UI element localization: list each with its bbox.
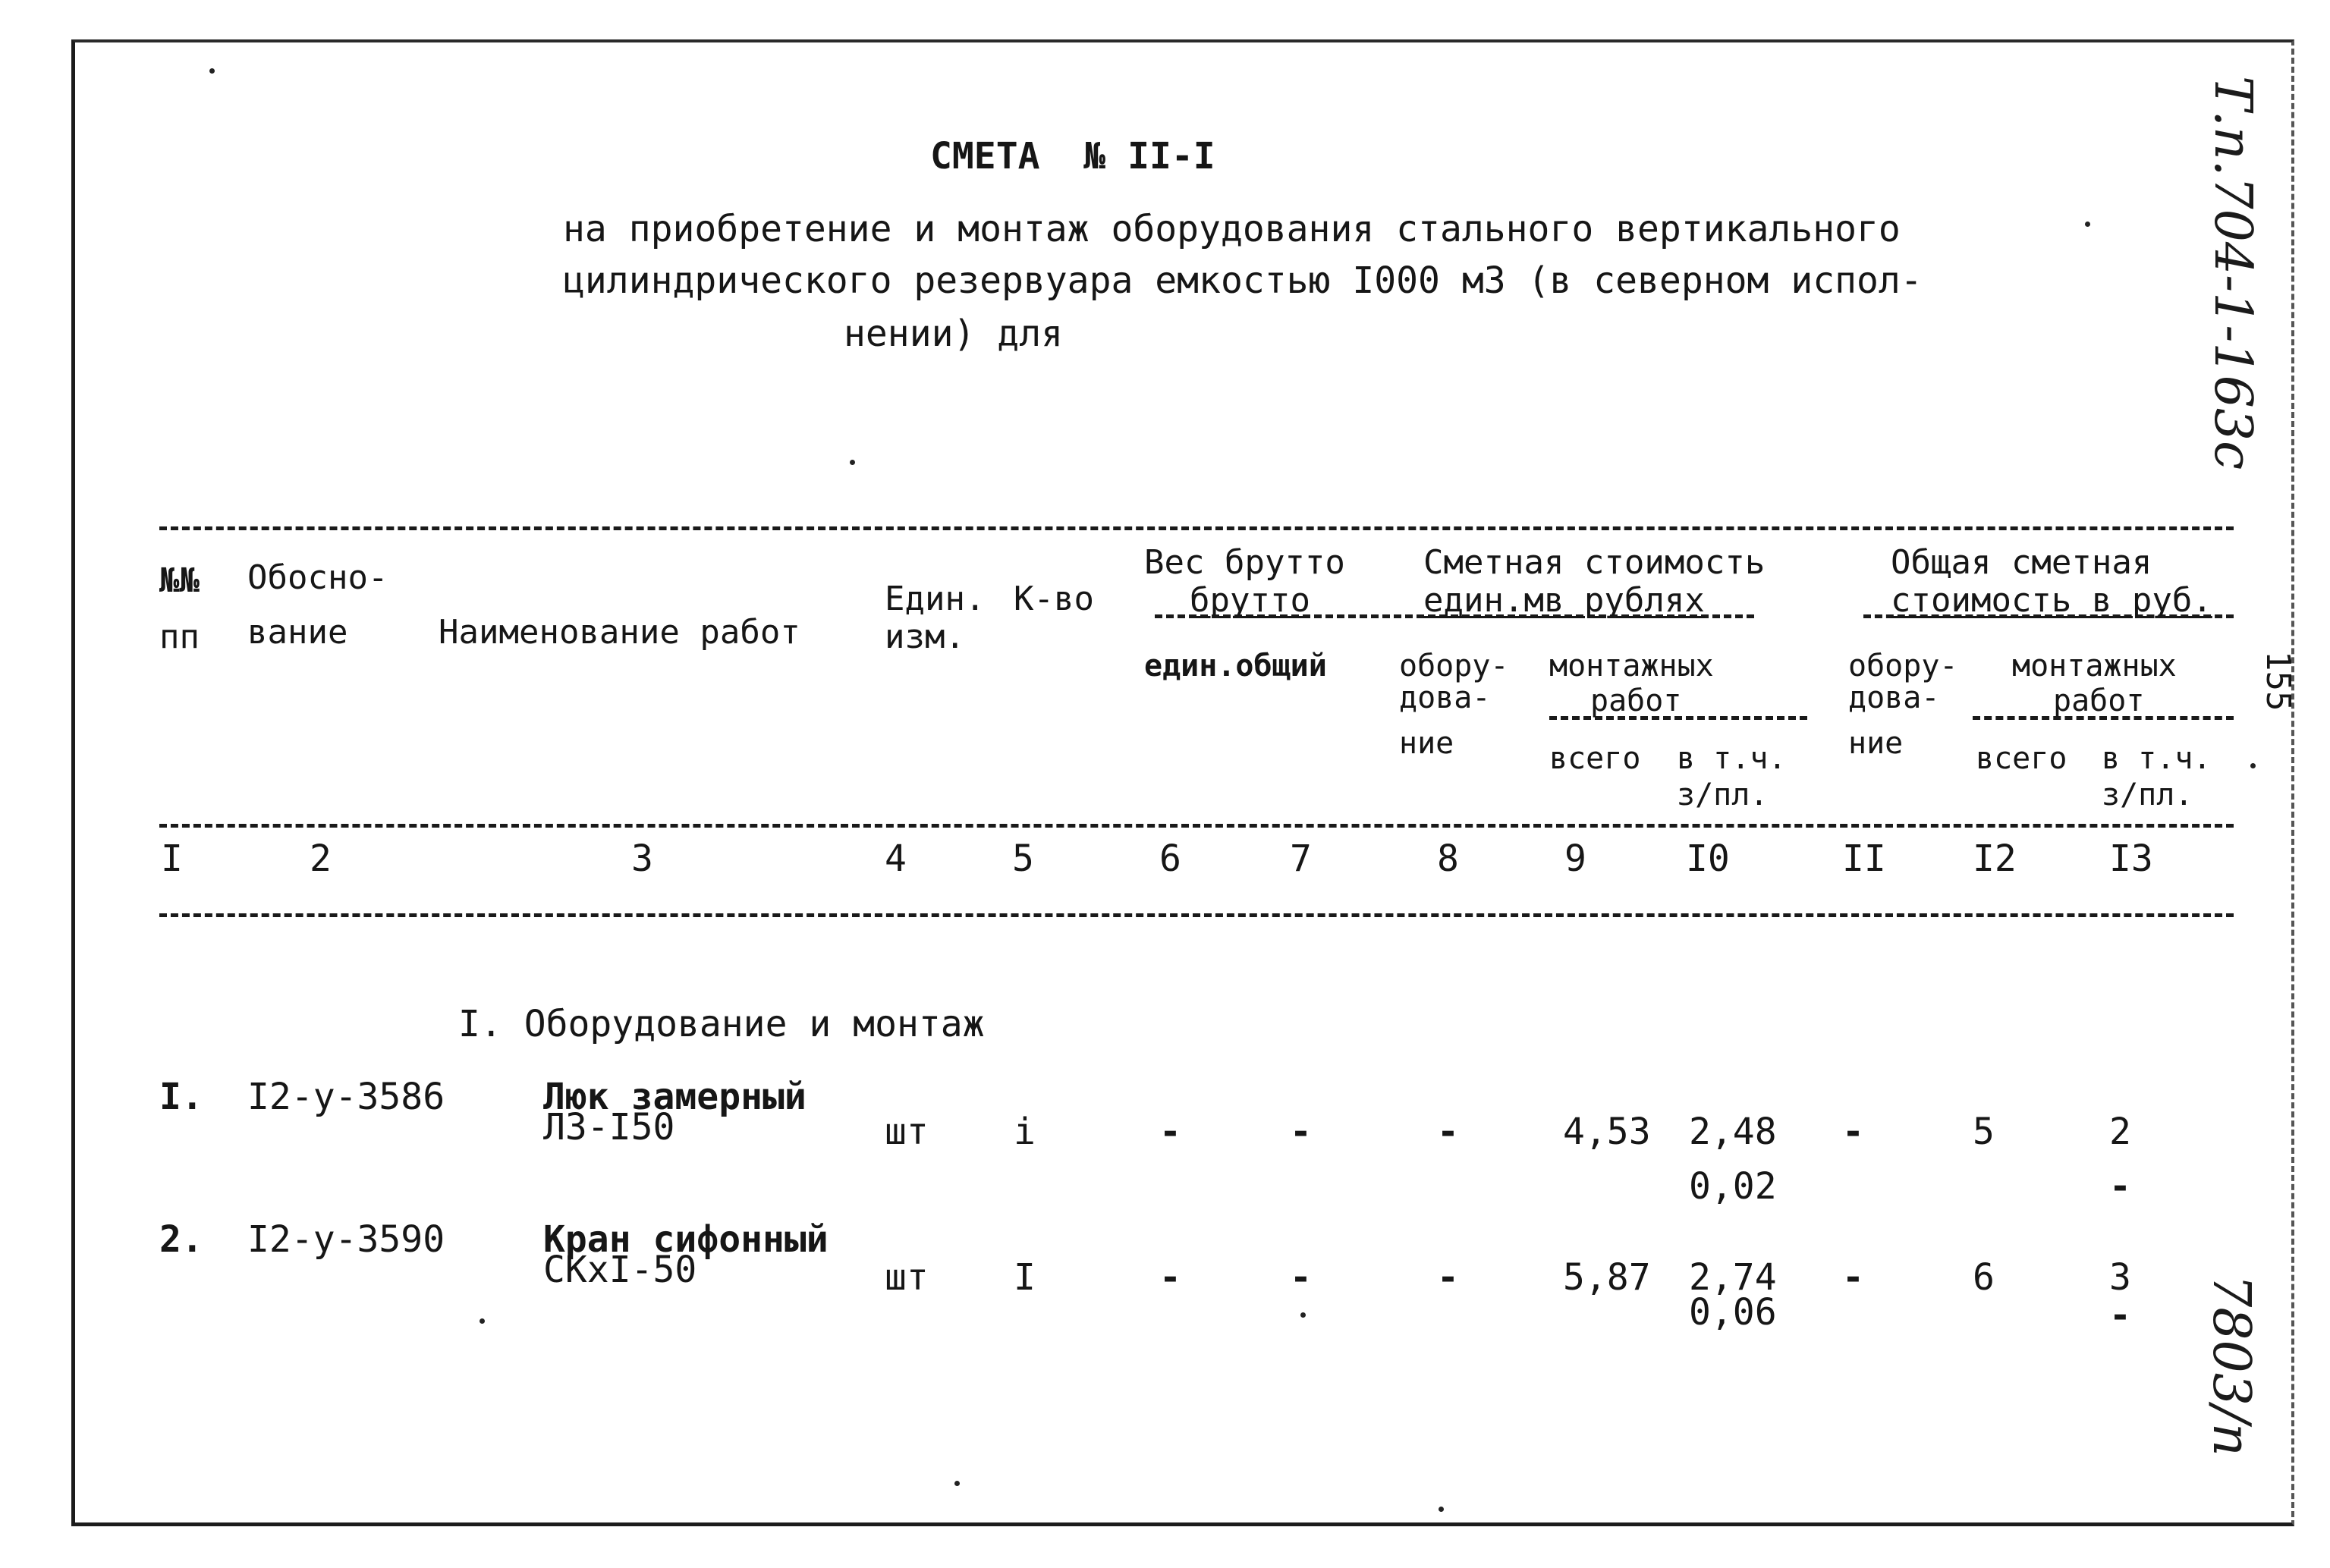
subtitle-line-2: цилиндрического резервуара емкостью I000 м3 (в северном испол- bbox=[563, 259, 1923, 302]
row-2-total-equipment: - bbox=[1842, 1256, 1864, 1299]
column-number-10: I0 bbox=[1686, 837, 1730, 880]
column-number-9: 9 bbox=[1564, 837, 1586, 880]
row-1-qty: i bbox=[1014, 1111, 1036, 1153]
column-number-3: 3 bbox=[631, 837, 653, 880]
scan-speck bbox=[954, 1481, 960, 1486]
row-2-weight-total: - bbox=[1290, 1256, 1312, 1299]
row-1-total-wage: 2 bbox=[2109, 1111, 2131, 1153]
header-unit-cost-1: Сметная стоимость bbox=[1423, 543, 1766, 582]
header-total-total: всего bbox=[1976, 741, 2067, 776]
header-basis-1: Обосно- bbox=[247, 558, 388, 597]
row-1-total-wage-extra: - bbox=[2109, 1165, 2131, 1208]
header-unit-2: изм. bbox=[885, 617, 965, 656]
page-number: 155 bbox=[2259, 651, 2297, 712]
subtitle-line-1: на приобретение и монтаж оборудования стального вертикального bbox=[563, 208, 1901, 250]
row-2-equipment: - bbox=[1437, 1256, 1459, 1299]
header-weight-sub: един.общий bbox=[1144, 649, 1327, 683]
row-2-qty: I bbox=[1014, 1256, 1036, 1299]
row-2-weight-unit: - bbox=[1159, 1256, 1181, 1299]
row-1-total: 5 bbox=[1973, 1111, 1995, 1153]
scan-speck bbox=[1300, 1312, 1306, 1318]
row-1-name-2: ЛЗ-I50 bbox=[543, 1106, 675, 1149]
header-unit-mount-1: монтажных bbox=[1549, 649, 1714, 683]
row-2-name-2: СКхI-50 bbox=[543, 1249, 697, 1291]
header-nn-1: №№ bbox=[159, 561, 200, 600]
scan-speck bbox=[2085, 222, 2090, 227]
column-number-5: 5 bbox=[1012, 837, 1034, 880]
stamp-archive-number: 7803/п bbox=[2201, 1274, 2261, 1456]
row-2-number: 2. bbox=[159, 1218, 203, 1261]
document-title: СМЕТА № II-I bbox=[930, 135, 1215, 178]
header-total-equip-2: дова- bbox=[1848, 680, 1940, 715]
header-total-wage-1: в т.ч. bbox=[2102, 741, 2212, 776]
header-unit-wage-1: в т.ч. bbox=[1677, 741, 1787, 776]
column-number-1: I bbox=[161, 837, 183, 880]
scan-speck bbox=[2250, 763, 2256, 768]
column-number-4: 4 bbox=[885, 837, 907, 880]
column-number-13: I3 bbox=[2109, 837, 2153, 880]
section-title: I. Оборудование и монтаж bbox=[458, 1003, 985, 1045]
scan-speck bbox=[1439, 1507, 1444, 1512]
header-total-mount-2: работ bbox=[2053, 683, 2145, 718]
header-total-mount-1: монтажных bbox=[2012, 649, 2177, 683]
column-numbers-rule bbox=[159, 913, 2234, 917]
header-basis-2: вание bbox=[247, 613, 348, 652]
header-total-equip-3: ние bbox=[1848, 726, 1904, 761]
scan-speck bbox=[480, 1318, 485, 1324]
header-total-cost-1: Общая сметная bbox=[1891, 543, 2152, 582]
header-unit-total: всего bbox=[1549, 741, 1641, 776]
header-total-cost-2: стоимость в руб. bbox=[1891, 581, 2212, 620]
header-unit-wage-2: з/пл. bbox=[1677, 778, 1769, 812]
column-number-7: 7 bbox=[1290, 837, 1312, 880]
header-unit-1: Един. bbox=[885, 580, 986, 618]
header-total-equip-1: обору- bbox=[1848, 649, 1958, 683]
row-1-wage-extra: 0,02 bbox=[1689, 1165, 1777, 1208]
row-1-weight-unit: - bbox=[1159, 1111, 1181, 1153]
header-unit-equip-1: обору- bbox=[1399, 649, 1509, 683]
row-1-number: I. bbox=[159, 1076, 203, 1118]
header-unit-mount-2: работ bbox=[1590, 683, 1682, 718]
row-1-name-1: Люк замерный bbox=[543, 1076, 807, 1118]
header-weight-2: брутто bbox=[1190, 581, 1310, 620]
header-unit-equip-3: ние bbox=[1399, 726, 1454, 761]
header-weight-1: Вес брутто bbox=[1144, 543, 1345, 582]
subtitle-line-3: нении) для bbox=[844, 313, 1063, 355]
row-1-wage: 2,48 bbox=[1689, 1111, 1777, 1153]
row-2-total: 6 bbox=[1973, 1256, 1995, 1299]
row-2-total-wage-extra: - bbox=[2109, 1294, 2131, 1337]
row-2-total-wage: 3 bbox=[2109, 1256, 2131, 1299]
header-qty: К-во bbox=[1014, 580, 1094, 618]
header-unit-cost-2: един.мв рублях bbox=[1423, 581, 1705, 620]
row-1-weight-total: - bbox=[1290, 1111, 1312, 1153]
row-1-unit: шт bbox=[885, 1111, 929, 1153]
row-1-total-equipment: - bbox=[1842, 1111, 1864, 1153]
stamp-project-number: Т.п.704-1-163с bbox=[2203, 76, 2262, 470]
row-1-equipment: - bbox=[1437, 1111, 1459, 1153]
header-top-rule bbox=[159, 526, 2234, 530]
header-total-wage-2: з/пл. bbox=[2102, 778, 2193, 812]
row-2-name-1: Кран сифонный bbox=[543, 1218, 829, 1261]
column-number-8: 8 bbox=[1437, 837, 1459, 880]
scan-speck bbox=[209, 68, 215, 74]
column-number-2: 2 bbox=[310, 837, 332, 880]
row-2-mount-total: 5,87 bbox=[1563, 1256, 1651, 1299]
header-bottom-rule bbox=[159, 824, 2234, 828]
row-1-mount-total: 4,53 bbox=[1563, 1111, 1651, 1153]
column-number-6: 6 bbox=[1159, 837, 1181, 880]
row-2-wage: 2,74 bbox=[1689, 1256, 1777, 1299]
column-number-12: I2 bbox=[1973, 837, 2017, 880]
scan-speck bbox=[850, 460, 855, 465]
header-name: Наименование работ bbox=[439, 613, 800, 652]
row-1-basis: I2-у-3586 bbox=[247, 1076, 445, 1118]
header-unit-equip-2: дова- bbox=[1399, 680, 1491, 715]
column-number-11: II bbox=[1842, 837, 1886, 880]
header-nn-2: пп bbox=[159, 617, 200, 656]
row-2-unit: шт bbox=[885, 1256, 929, 1299]
row-2-basis: I2-у-3590 bbox=[247, 1218, 445, 1261]
row-2-wage-extra: 0,06 bbox=[1689, 1291, 1777, 1334]
